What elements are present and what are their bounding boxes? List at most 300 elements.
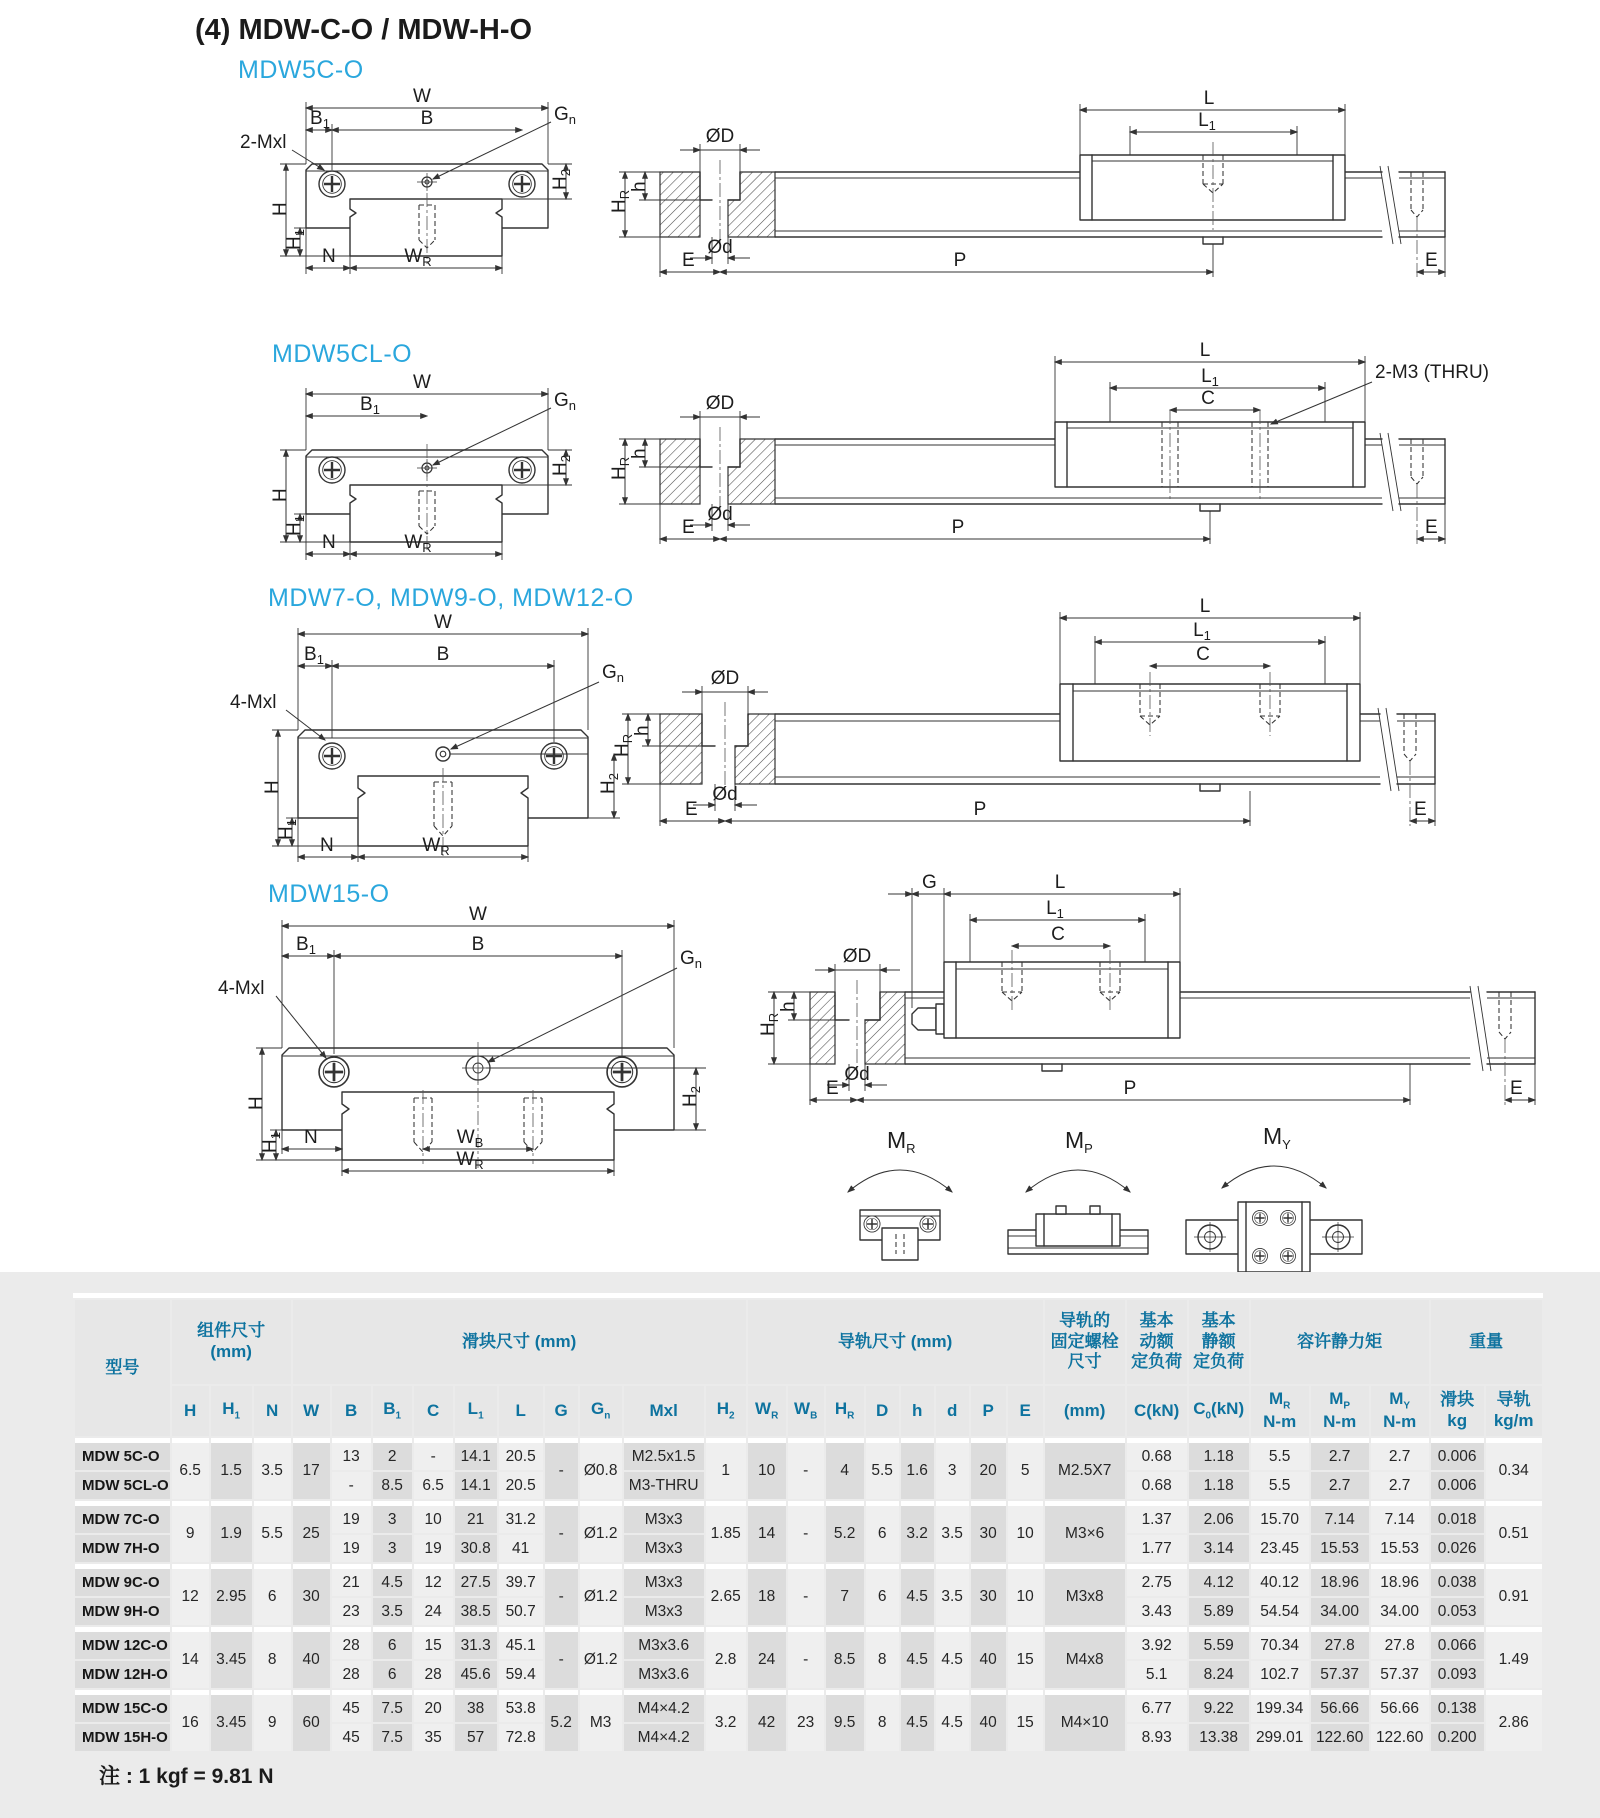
- dim-n-label: N: [322, 246, 336, 267]
- table-cell: 6.5: [172, 1438, 209, 1499]
- moment-mp-label: $M_P$: [1065, 1127, 1093, 1156]
- table-cell: 4: [826, 1438, 864, 1499]
- table-cell: 16: [172, 1690, 209, 1751]
- column-header: $M_Y$ N-m: [1371, 1386, 1429, 1436]
- table-cell: 40: [971, 1690, 1006, 1751]
- model-cell: MDW 12C-O: [75, 1627, 170, 1659]
- table-cell: 15: [414, 1627, 453, 1659]
- mdw15-side-drawing: [730, 842, 1545, 1122]
- column-header: B: [332, 1386, 371, 1436]
- model-cell: MDW 9C-O: [75, 1564, 170, 1596]
- dim-c-label: C: [1201, 388, 1215, 409]
- table-cell: 24: [414, 1598, 453, 1625]
- table-cell: 28: [332, 1661, 371, 1688]
- table-cell: 45.1: [499, 1627, 543, 1659]
- moment-mr-label: $M_R$: [887, 1127, 916, 1156]
- dim-e-label: E: [826, 1078, 839, 1099]
- table-cell: 3.45: [211, 1627, 252, 1688]
- table-cell: 23.45: [1251, 1535, 1309, 1562]
- table-cell: 8.5: [373, 1472, 412, 1499]
- table-cell: M3×6: [1045, 1501, 1125, 1562]
- table-cell: 41: [499, 1535, 543, 1562]
- footnote: 注 : 1 kgf = 9.81 N: [99, 1765, 274, 1788]
- table-cell: 19: [414, 1535, 453, 1562]
- table-cell: 3.2: [706, 1690, 746, 1751]
- model-cell: MDW 5CL-O: [75, 1472, 170, 1499]
- table-cell: 3.43: [1127, 1598, 1187, 1625]
- dim-wr-label: $W_R$: [404, 532, 432, 555]
- table-cell: 5.5: [1251, 1472, 1309, 1499]
- table-cell: 10: [1008, 1564, 1043, 1625]
- table-cell: 9: [254, 1690, 291, 1751]
- dim-wb-label: $W_B$: [456, 1127, 484, 1150]
- table-cell: Ø1.2: [580, 1501, 622, 1562]
- table-cell: 20: [414, 1690, 453, 1722]
- column-header: C(kN): [1127, 1386, 1187, 1436]
- table-cell: 27.8: [1371, 1627, 1429, 1659]
- table-cell: 3.5: [254, 1438, 291, 1499]
- table-cell: 4.5: [901, 1627, 934, 1688]
- table-cell: 122.60: [1371, 1724, 1429, 1751]
- column-header: D: [866, 1386, 899, 1436]
- table-cell: M3x3.6: [624, 1661, 704, 1688]
- table-cell: 1.18: [1189, 1472, 1249, 1499]
- table-cell: M3-THRU: [624, 1472, 704, 1499]
- table-cell: 2: [373, 1438, 412, 1470]
- table-cell: 0.006: [1431, 1438, 1484, 1470]
- table-cell: M3: [580, 1690, 622, 1751]
- table-cell: 20.5: [499, 1438, 543, 1470]
- dim-hr-label: $H_R$: [609, 456, 632, 480]
- table-cell: 8.93: [1127, 1724, 1187, 1751]
- table-cell: M4×4.2: [624, 1690, 704, 1722]
- section-label-mdw5c: MDW5C-O: [238, 56, 364, 84]
- table-cell: 3.5: [936, 1501, 969, 1562]
- dim-p-label: P: [973, 799, 987, 820]
- table-cell: 5.2: [545, 1690, 578, 1751]
- table-cell: 9.22: [1189, 1690, 1249, 1722]
- table-cell: 8.5: [826, 1627, 864, 1688]
- table-cell: 4.5: [936, 1627, 969, 1688]
- table-cell: 7.14: [1371, 1501, 1429, 1533]
- dim-h1-label: $H_1$: [284, 229, 307, 250]
- table-cell: 14.1: [455, 1438, 497, 1470]
- table-cell: 28: [414, 1661, 453, 1688]
- table-cell: 1.18: [1189, 1438, 1249, 1470]
- dim-h-label: H: [270, 202, 291, 216]
- column-header: $M_R$ N-m: [1251, 1386, 1309, 1436]
- dim-odd-label: Ød: [707, 237, 733, 258]
- table-cell: 40.12: [1251, 1564, 1309, 1596]
- model-cell: MDW 7C-O: [75, 1501, 170, 1533]
- table-cell: M4x8: [1045, 1627, 1125, 1688]
- table-cell: 3: [936, 1438, 969, 1499]
- table-cell: 4.12: [1189, 1564, 1249, 1596]
- table-cell: 5.5: [866, 1438, 899, 1499]
- table-cell: 3.45: [211, 1690, 252, 1751]
- table-cell: 59.4: [499, 1661, 543, 1688]
- column-header: Mxl: [624, 1386, 704, 1436]
- table-cell: 6: [866, 1501, 899, 1562]
- table-cell: 12: [414, 1564, 453, 1596]
- table-cell: 24: [748, 1627, 786, 1688]
- dim-l-label: L: [1203, 88, 1215, 109]
- table-cell: 5.89: [1189, 1598, 1249, 1625]
- model-cell: MDW 9H-O: [75, 1598, 170, 1625]
- table-cell: M2.5X7: [1045, 1438, 1125, 1499]
- dim-b1-label: $B_1$: [296, 934, 316, 957]
- table-cell: -: [545, 1564, 578, 1625]
- dim-e-label: E: [682, 250, 695, 271]
- table-cell: 25: [293, 1501, 330, 1562]
- table-cell: 3.5: [936, 1564, 969, 1625]
- column-header: 滑块 kg: [1431, 1386, 1484, 1436]
- dim-l-label: L: [1199, 340, 1211, 361]
- table-cell: 0.093: [1431, 1661, 1484, 1688]
- table-cell: 1.9: [211, 1501, 252, 1562]
- table-cell: 21: [455, 1501, 497, 1533]
- table-cell: 20.5: [499, 1472, 543, 1499]
- table-cell: -: [545, 1438, 578, 1499]
- table-cell: 9.5: [826, 1690, 864, 1751]
- group-header: 容许静力矩: [1251, 1300, 1429, 1384]
- table-cell: 23: [332, 1598, 371, 1625]
- table-cell: 0.053: [1431, 1598, 1484, 1625]
- table-cell: 0.066: [1431, 1627, 1484, 1659]
- table-cell: 60: [293, 1690, 330, 1751]
- table-cell: 8: [866, 1627, 899, 1688]
- dim-hh-label: h: [778, 1001, 799, 1012]
- dim-hr-label: $H_R$: [609, 189, 632, 213]
- dim-l1-label: $L_1$: [1201, 366, 1219, 389]
- column-header: d: [936, 1386, 969, 1436]
- table-cell: 57: [455, 1724, 497, 1751]
- model-cell: MDW 15C-O: [75, 1690, 170, 1722]
- table-cell: Ø1.2: [580, 1564, 622, 1625]
- dim-l-label: L: [1054, 872, 1066, 893]
- table-cell: 39.7: [499, 1564, 543, 1596]
- table-cell: 0.006: [1431, 1472, 1484, 1499]
- table-cell: 35: [414, 1724, 453, 1751]
- column-header: $H_R$: [826, 1386, 864, 1436]
- dim-c-label: C: [1196, 644, 1210, 665]
- callout-gn: $G_n$: [554, 390, 577, 413]
- dim-e-label: E: [685, 799, 698, 820]
- table-cell: 4.5: [901, 1690, 934, 1751]
- dim-p-label: P: [1123, 1078, 1137, 1099]
- dim-e2-label: E: [1414, 799, 1427, 820]
- table-cell: 6: [373, 1661, 412, 1688]
- table-cell: 20: [971, 1438, 1006, 1499]
- dim-l-label: L: [1199, 596, 1211, 617]
- table-cell: 27.5: [455, 1564, 497, 1596]
- table-cell: 3: [373, 1535, 412, 1562]
- column-header: E: [1008, 1386, 1043, 1436]
- dim-wr-label: $W_R$: [404, 246, 432, 269]
- table-cell: -: [332, 1472, 371, 1499]
- dim-od-label: ØD: [842, 946, 872, 967]
- table-cell: 2.7: [1371, 1472, 1429, 1499]
- table-cell: M4×10: [1045, 1690, 1125, 1751]
- dim-h2-label: $H_2$: [598, 773, 621, 794]
- table-cell: 2.86: [1486, 1690, 1542, 1751]
- dim-l1-label: $L_1$: [1046, 898, 1064, 921]
- column-header: $L_1$: [455, 1386, 497, 1436]
- table-cell: 34.00: [1371, 1598, 1429, 1625]
- table-cell: 38: [455, 1690, 497, 1722]
- table-cell: -: [788, 1501, 824, 1562]
- dim-wr-label: $W_R$: [456, 1149, 484, 1172]
- table-cell: -: [788, 1564, 824, 1625]
- table-cell: 17: [293, 1438, 330, 1499]
- table-cell: 18.96: [1371, 1564, 1429, 1596]
- table-cell: 30.8: [455, 1535, 497, 1562]
- table-cell: 0.038: [1431, 1564, 1484, 1596]
- dim-odd-label: Ød: [707, 504, 733, 525]
- table-cell: 8: [254, 1627, 291, 1688]
- table-cell: 21: [332, 1564, 371, 1596]
- section-label-mdw7912: MDW7-O, MDW9-O, MDW12-O: [268, 584, 634, 612]
- column-header: $W_R$: [748, 1386, 786, 1436]
- dim-l1-label: $L_1$: [1193, 620, 1211, 643]
- table-cell: M3x8: [1045, 1564, 1125, 1625]
- table-cell: 102.7: [1251, 1661, 1309, 1688]
- table-cell: 7: [826, 1564, 864, 1625]
- dim-h1-label: $H_1$: [284, 515, 307, 536]
- table-cell: 10: [414, 1501, 453, 1533]
- table-cell: 2.7: [1311, 1472, 1369, 1499]
- callout-4mxl: 4-Mxl: [218, 978, 265, 999]
- column-header: (mm): [1045, 1386, 1125, 1436]
- table-cell: 2.06: [1189, 1501, 1249, 1533]
- table-cell: 1.85: [706, 1501, 746, 1562]
- table-cell: 6.77: [1127, 1690, 1187, 1722]
- table-cell: 3.5: [373, 1598, 412, 1625]
- dim-wr-label: $W_R$: [422, 835, 450, 858]
- table-cell: 13: [332, 1438, 371, 1470]
- column-header: C: [414, 1386, 453, 1436]
- column-header: L: [499, 1386, 543, 1436]
- group-header: 滑块尺寸 (mm): [293, 1300, 746, 1384]
- table-cell: Ø0.8: [580, 1438, 622, 1499]
- mdw7912-front-drawing: [230, 608, 640, 863]
- table-cell: 8: [866, 1690, 899, 1751]
- table-cell: 40: [971, 1627, 1006, 1688]
- table-cell: 8.24: [1189, 1661, 1249, 1688]
- dim-hh-label: h: [632, 725, 653, 736]
- table-cell: M3x3.6: [624, 1627, 704, 1659]
- table-cell: 10: [1008, 1501, 1043, 1562]
- column-header: N: [254, 1386, 291, 1436]
- group-header: 基本 静额 定负荷: [1189, 1300, 1249, 1384]
- dim-e2-label: E: [1425, 250, 1438, 271]
- table-cell: 45: [332, 1724, 371, 1751]
- table-cell: 9: [172, 1501, 209, 1562]
- table-cell: 30: [971, 1501, 1006, 1562]
- table-cell: 0.200: [1431, 1724, 1484, 1751]
- table-cell: 4.5: [936, 1690, 969, 1751]
- table-cell: 15.53: [1371, 1535, 1429, 1562]
- column-header: G: [545, 1386, 578, 1436]
- table-cell: 3: [373, 1501, 412, 1533]
- table-cell: -: [545, 1501, 578, 1562]
- dim-h-label: H: [246, 1096, 267, 1110]
- table-cell: 19: [332, 1535, 371, 1562]
- table-cell: 45.6: [455, 1661, 497, 1688]
- table-cell: -: [545, 1627, 578, 1688]
- table-cell: 2.65: [706, 1564, 746, 1625]
- table-cell: 57.37: [1311, 1661, 1369, 1688]
- column-header: $W_B$: [788, 1386, 824, 1436]
- dim-e2-label: E: [1510, 1078, 1523, 1099]
- dim-l1-label: $L_1$: [1198, 110, 1216, 133]
- model-cell: MDW 12H-O: [75, 1661, 170, 1688]
- table-cell: 19: [332, 1501, 371, 1533]
- callout-2mxl: 2-Mxl: [240, 132, 287, 153]
- table-cell: -: [788, 1627, 824, 1688]
- table-cell: 7.14: [1311, 1501, 1369, 1533]
- dim-e-label: E: [682, 517, 695, 538]
- mdw7912-side-drawing: [590, 596, 1450, 851]
- table-cell: 3.2: [901, 1501, 934, 1562]
- table-cell: 14.1: [455, 1472, 497, 1499]
- table-cell: 53.8: [499, 1690, 543, 1722]
- group-header: 重量: [1431, 1300, 1542, 1384]
- dim-hr-label: $H_R$: [612, 733, 635, 757]
- dim-od-label: ØD: [705, 126, 735, 147]
- dim-hh-label: h: [629, 181, 650, 192]
- table-cell: 0.138: [1431, 1690, 1484, 1722]
- dim-w-label: W: [413, 86, 431, 107]
- table-cell: 14: [748, 1501, 786, 1562]
- dim-h2-label: $H_2$: [550, 455, 573, 476]
- table-cell: 6: [254, 1564, 291, 1625]
- dim-w-label: W: [413, 372, 431, 393]
- column-header-model: 型号: [75, 1300, 170, 1436]
- dim-w-label: W: [469, 904, 487, 925]
- column-header: 导轨 kg/m: [1486, 1386, 1542, 1436]
- dim-od-label: ØD: [705, 393, 735, 414]
- table-cell: 15: [1008, 1690, 1043, 1751]
- table-cell: 45: [332, 1690, 371, 1722]
- table-cell: 30: [293, 1564, 330, 1625]
- table-cell: 10: [748, 1438, 786, 1499]
- dim-h-label: H: [262, 780, 283, 794]
- group-header: 组件尺寸 (mm): [172, 1300, 291, 1384]
- table-cell: 0.018: [1431, 1501, 1484, 1533]
- mdw5cl-front-drawing: [240, 364, 580, 564]
- dim-w-label: W: [434, 612, 452, 633]
- table-cell: 6.5: [414, 1472, 453, 1499]
- mdw5c-side-drawing: [585, 72, 1460, 287]
- table-cell: 0.026: [1431, 1535, 1484, 1562]
- table-cell: 0.34: [1486, 1438, 1542, 1499]
- dim-n-label: N: [322, 532, 336, 553]
- moment-diagrams: [830, 1126, 1390, 1272]
- table-cell: 7.5: [373, 1690, 412, 1722]
- dim-odd-label: Ød: [844, 1064, 870, 1085]
- column-header: h: [901, 1386, 934, 1436]
- table-cell: 54.54: [1251, 1598, 1309, 1625]
- table-cell: 38.5: [455, 1598, 497, 1625]
- dim-h2-label: $H_2$: [550, 169, 573, 190]
- dim-g-label: G: [922, 872, 937, 893]
- table-cell: 1.5: [211, 1438, 252, 1499]
- table-cell: 12: [172, 1564, 209, 1625]
- dim-h1-label: $H_1$: [276, 819, 299, 840]
- column-header: $B_1$: [373, 1386, 412, 1436]
- table-cell: M3x3: [624, 1535, 704, 1562]
- table-cell: 0.68: [1127, 1438, 1187, 1470]
- table-cell: M2.5x1.5: [624, 1438, 704, 1470]
- dim-c-label: C: [1051, 924, 1065, 945]
- column-header: $M_P$ N-m: [1311, 1386, 1369, 1436]
- table-cell: 2.7: [1371, 1438, 1429, 1470]
- dim-hr-label: $H_R$: [758, 1012, 781, 1036]
- dim-h1-label: $H_1$: [260, 1132, 283, 1153]
- table-cell: 15.53: [1311, 1535, 1369, 1562]
- table-cell: 3.92: [1127, 1627, 1187, 1659]
- section-label-mdw5cl: MDW5CL-O: [272, 340, 413, 368]
- table-cell: 30: [971, 1564, 1006, 1625]
- column-header: P: [971, 1386, 1006, 1436]
- table-cell: 42: [748, 1690, 786, 1751]
- callout-thru: 2-M3 (THRU): [1375, 362, 1489, 383]
- table-cell: 3.14: [1189, 1535, 1249, 1562]
- column-header: $H_1$: [211, 1386, 252, 1436]
- table-cell: 6: [373, 1627, 412, 1659]
- table-cell: 1.77: [1127, 1535, 1187, 1562]
- table-cell: 0.51: [1486, 1501, 1542, 1562]
- callout-gn: $G_n$: [554, 104, 577, 127]
- table-cell: -: [788, 1438, 824, 1499]
- mdw15-front-drawing: [218, 902, 708, 1177]
- spec-table: [73, 1298, 1544, 1753]
- page-title: (4) MDW-C-O / MDW-H-O: [195, 14, 533, 46]
- callout-gn: $G_n$: [602, 662, 625, 685]
- model-cell: MDW 15H-O: [75, 1724, 170, 1751]
- dim-n-label: N: [320, 835, 334, 856]
- table-cell: 1: [706, 1438, 746, 1499]
- table-cell: 56.66: [1371, 1690, 1429, 1722]
- table-cell: -: [414, 1438, 453, 1470]
- table-cell: 5.5: [1251, 1438, 1309, 1470]
- column-header: H: [172, 1386, 209, 1436]
- model-cell: MDW 5C-O: [75, 1438, 170, 1470]
- table-cell: 122.60: [1311, 1724, 1369, 1751]
- table-cell: 0.91: [1486, 1564, 1542, 1625]
- table-cell: 31.2: [499, 1501, 543, 1533]
- dim-h2-label: $H_2$: [680, 1086, 703, 1107]
- moment-my-label: $M_Y$: [1263, 1126, 1291, 1152]
- dim-b-label: B: [436, 644, 450, 665]
- table-cell: 199.34: [1251, 1690, 1309, 1722]
- group-header: 导轨的 固定螺栓 尺寸: [1045, 1300, 1125, 1384]
- table-cell: 6: [866, 1564, 899, 1625]
- section-label-mdw15: MDW15-O: [268, 880, 390, 908]
- table-cell: 1.6: [901, 1438, 934, 1499]
- table-cell: 299.01: [1251, 1724, 1309, 1751]
- mdw5cl-side-drawing: [585, 332, 1585, 557]
- table-cell: 0.68: [1127, 1472, 1187, 1499]
- table-cell: 4.5: [373, 1564, 412, 1596]
- column-header: $H_2$: [706, 1386, 746, 1436]
- table-cell: 31.3: [455, 1627, 497, 1659]
- table-cell: M3x3: [624, 1501, 704, 1533]
- table-cell: 7.5: [373, 1724, 412, 1751]
- table-cell: 57.37: [1371, 1661, 1429, 1688]
- table-cell: 23: [788, 1690, 824, 1751]
